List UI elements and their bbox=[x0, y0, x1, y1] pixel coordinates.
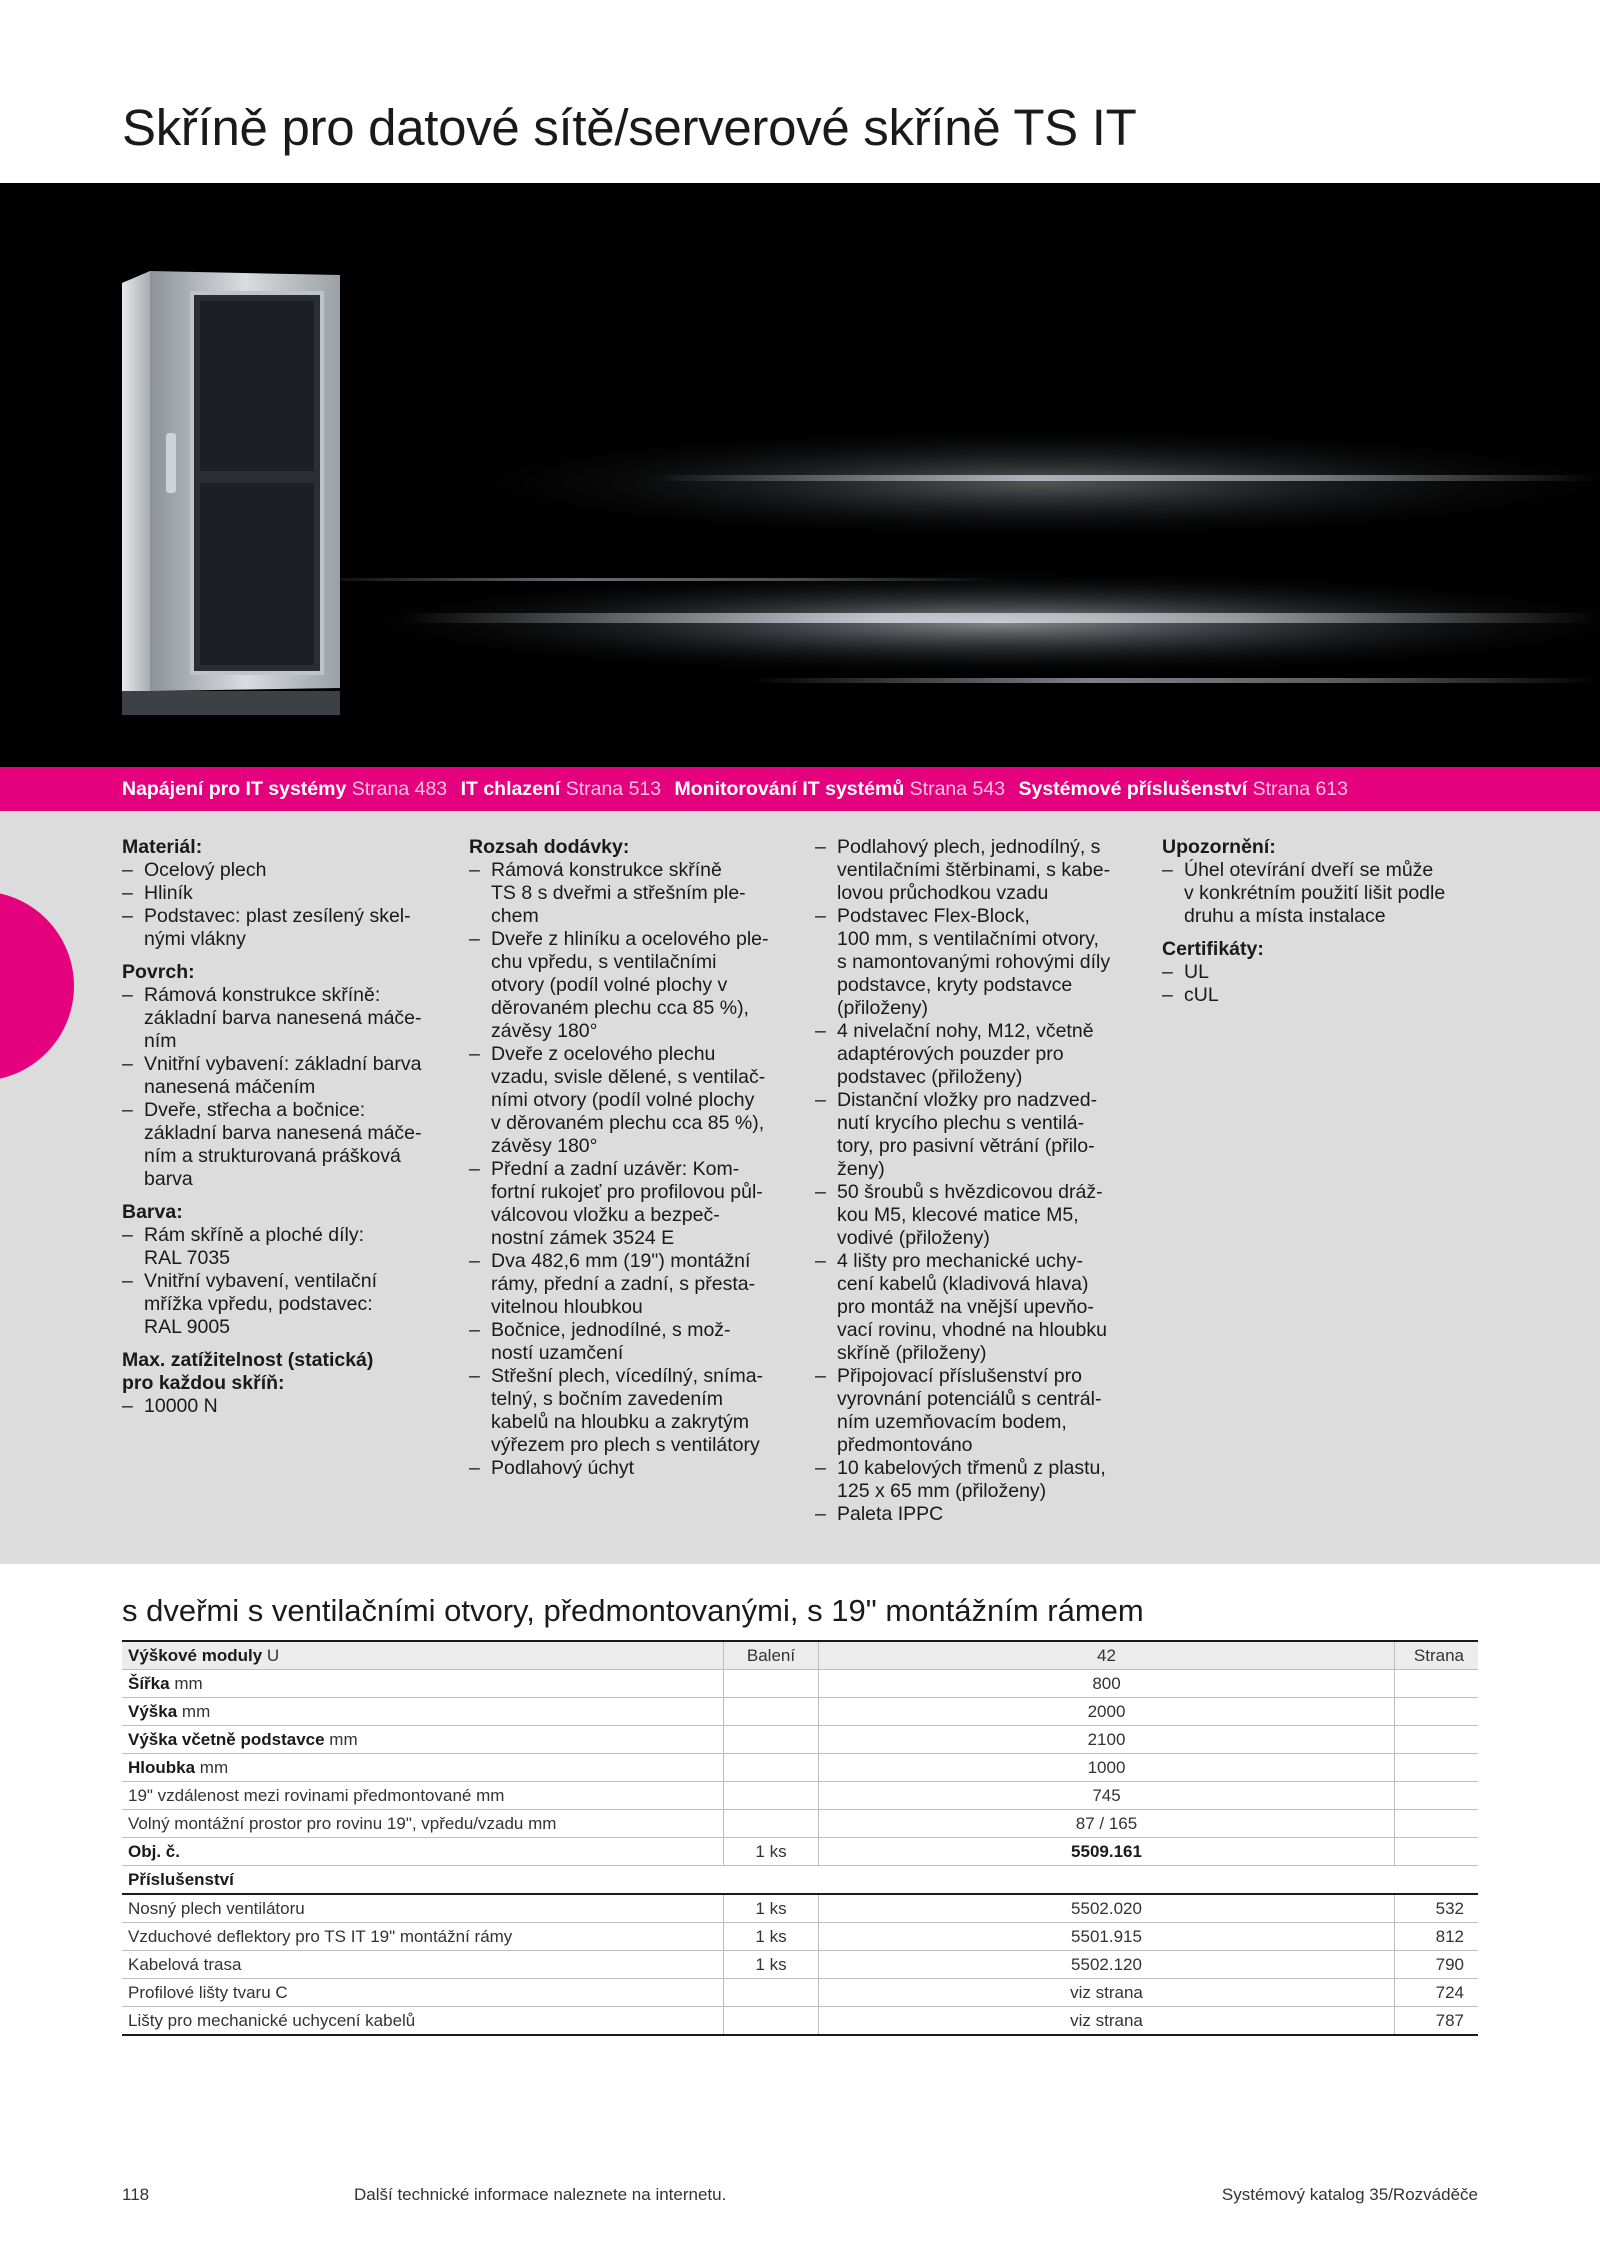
row-pack bbox=[724, 1810, 819, 1838]
accessories-heading: Příslušenství bbox=[122, 1866, 1478, 1895]
row-value: 87 / 165 bbox=[819, 1810, 1395, 1838]
list-item: – 4 nivelační nohy, M12, včetně adaptérových pouzder pro podstavec (přiloženy) bbox=[815, 1020, 1135, 1089]
row-label-unit: 19" vzdálenost mezi rovinami předmontované mm bbox=[128, 1785, 505, 1805]
accessory-page: 532 bbox=[1395, 1894, 1479, 1923]
notes-heading: Upozornění: bbox=[1162, 836, 1276, 858]
row-page: Strana bbox=[1395, 1641, 1479, 1670]
accessory-label: Vzduchové deflektory pro TS IT 19" montážní rámy bbox=[122, 1923, 724, 1951]
accessory-page: 724 bbox=[1395, 1979, 1479, 2007]
notes-list bbox=[1162, 859, 1502, 928]
footer-catalog: Systémový katalog 35/Rozváděče bbox=[1221, 2185, 1478, 2204]
row-pack bbox=[724, 1670, 819, 1698]
list-item: – Podstavec Flex-Block, 100 mm, s ventilačními otvory, s namontovanými rohovými díly podstavce, kryty podstavce (přiloženy) bbox=[815, 905, 1135, 1020]
accessory-pack bbox=[724, 2007, 819, 2036]
accessory-order-number: 5502.020 bbox=[819, 1894, 1395, 1923]
list-item: – Připojovací příslušenství pro vyrovnání potenciálů s centrál- ním uzemňovacím bodem, předmontováno bbox=[815, 1365, 1135, 1457]
row-page bbox=[1395, 1698, 1479, 1726]
nav-link-accessories[interactable]: Systémové příslušenství Strana 613 bbox=[1018, 778, 1348, 800]
accessory-order-number: viz strana bbox=[819, 1979, 1395, 2007]
table-row bbox=[122, 1641, 1478, 1670]
row-label-name: Šířka bbox=[128, 1673, 170, 1693]
list-item: – Vnitřní vybavení, ventilační mřížka vpředu, podstavec: RAL 9005 bbox=[122, 1270, 442, 1339]
list-item: – Podlahový úchyt bbox=[469, 1457, 789, 1480]
list-item: – Dveře z ocelového plechu vzadu, svisle dělené, s ventilač- ními otvory (podíl volné plochy v děrovaném plechu cca 85 %), závěsy 180° bbox=[469, 1043, 789, 1158]
table-row bbox=[122, 1754, 1478, 1782]
accessories-heading-row bbox=[122, 1866, 1478, 1895]
accessory-order-number: viz strana bbox=[819, 2007, 1395, 2036]
row-label-name: Obj. č. bbox=[128, 1841, 180, 1861]
row-label-unit: mm bbox=[199, 1757, 229, 1777]
row-label-unit: mm bbox=[181, 1701, 211, 1721]
row-label-unit: U bbox=[266, 1645, 280, 1665]
page-title: Skříně pro datové sítě/serverové skříně TS IT bbox=[122, 99, 1137, 156]
scope-list bbox=[469, 859, 789, 1480]
spec-column-4 bbox=[1162, 836, 1502, 1017]
accent-dot bbox=[0, 891, 74, 1081]
list-item: – 10 kabelových třmenů z plastu, 125 x 65 mm (přiloženy) bbox=[815, 1457, 1135, 1503]
row-value: 2000 bbox=[819, 1698, 1395, 1726]
cabinet-illustration bbox=[122, 271, 340, 715]
accessory-label: Kabelová trasa bbox=[122, 1951, 724, 1979]
row-value: 745 bbox=[819, 1782, 1395, 1810]
certs-heading: Certifikáty: bbox=[1162, 938, 1264, 960]
nav-link-monitoring[interactable]: Monitorování IT systémů Strana 543 bbox=[674, 778, 1006, 800]
table-row bbox=[122, 1698, 1478, 1726]
list-item: – Hliník bbox=[122, 882, 442, 905]
row-value: 5509.161 bbox=[819, 1838, 1395, 1866]
list-item: – Ocelový plech bbox=[122, 859, 442, 882]
accessory-order-number: 5501.915 bbox=[819, 1923, 1395, 1951]
list-item: – Rámová konstrukce skříně: základní barva nanesená máče- ním bbox=[122, 984, 442, 1053]
list-item: – Dva 482,6 mm (19") montážní rámy, přední a zadní, s přesta- vitelnou hloubkou bbox=[469, 1250, 789, 1319]
list-item: – Přední a zadní uzávěr: Kom- fortní rukojeť pro profilovou půl- válcovou vložku a bezpeč- nostní zámek 3524 E bbox=[469, 1158, 789, 1250]
cross-reference-bar bbox=[0, 767, 1600, 811]
list-item: – Podlahový plech, jednodílný, s ventilačními štěrbinami, s kabe- lovou průchodkou vzadu bbox=[815, 836, 1135, 905]
row-label bbox=[122, 1754, 724, 1782]
row-pack bbox=[724, 1698, 819, 1726]
load-list bbox=[122, 1395, 442, 1418]
accessory-pack: 1 ks bbox=[724, 1923, 819, 1951]
page-number: 118 bbox=[122, 2185, 150, 2204]
table-row bbox=[122, 1670, 1478, 1698]
scope-list-continued bbox=[815, 836, 1135, 1526]
accessory-label: Nosný plech ventilátoru bbox=[122, 1894, 724, 1923]
row-label bbox=[122, 1670, 724, 1698]
row-label-unit: mm bbox=[174, 1673, 203, 1693]
row-label bbox=[122, 1782, 724, 1810]
row-pack: Balení bbox=[724, 1641, 819, 1670]
list-item: – Rám skříně a ploché díly: RAL 7035 bbox=[122, 1224, 442, 1270]
spec-table bbox=[122, 1640, 1478, 2036]
list-item: – Distanční vložky pro nadzved- nutí krycího plechu s ventilá- tory, pro pasivní větrání (přilo- ženy) bbox=[815, 1089, 1135, 1181]
table-row bbox=[122, 1838, 1478, 1866]
table-row bbox=[122, 1810, 1478, 1838]
surface-list bbox=[122, 984, 442, 1191]
row-pack bbox=[724, 1726, 819, 1754]
row-pack bbox=[724, 1782, 819, 1810]
specifications-panel bbox=[0, 811, 1600, 1564]
row-page bbox=[1395, 1810, 1479, 1838]
spec-column-3 bbox=[815, 836, 1135, 1526]
accessory-pack: 1 ks bbox=[724, 1951, 819, 1979]
nav-link-cooling[interactable]: IT chlazení Strana 513 bbox=[460, 778, 662, 800]
list-item: – Úhel otevírání dveří se může v konkrétním použití lišit podle druhu a místa instalace bbox=[1162, 859, 1502, 928]
list-item: – cUL bbox=[1162, 984, 1502, 1007]
color-heading: Barva: bbox=[122, 1201, 183, 1223]
material-list bbox=[122, 859, 442, 951]
row-value: 800 bbox=[819, 1670, 1395, 1698]
color-list bbox=[122, 1224, 442, 1339]
footer-info: Další technické informace naleznete na internetu. bbox=[354, 2185, 727, 2204]
accessory-row bbox=[122, 1894, 1478, 1923]
table-row bbox=[122, 1782, 1478, 1810]
accessory-row bbox=[122, 1923, 1478, 1951]
row-label-name: Hloubka bbox=[128, 1757, 196, 1777]
list-item: – Střešní plech, vícedílný, sníma- telný, s bočním zavedením kabelů na hloubku a zakrytým výřezem pro plech s ventilátory bbox=[469, 1365, 789, 1457]
row-page bbox=[1395, 1726, 1479, 1754]
table-row bbox=[122, 1726, 1478, 1754]
row-pack: 1 ks bbox=[724, 1838, 819, 1866]
nav-link-power[interactable]: Napájení pro IT systémy Strana 483 bbox=[122, 778, 448, 800]
row-label-name: Výška bbox=[128, 1701, 178, 1721]
row-label-name: Výškové moduly bbox=[128, 1645, 263, 1665]
material-heading: Materiál: bbox=[122, 836, 203, 858]
list-item: – Dveře z hliníku a ocelového ple- chu vpředu, s ventilačními otvory (podíl volné plochy v děrovaném plechu cca 85 %), závěsy 180° bbox=[469, 928, 789, 1043]
row-page bbox=[1395, 1838, 1479, 1866]
accessory-row bbox=[122, 1979, 1478, 2007]
list-item: – UL bbox=[1162, 961, 1502, 984]
scope-heading: Rozsah dodávky: bbox=[469, 836, 630, 858]
hero-image bbox=[0, 183, 1600, 767]
row-value: 1000 bbox=[819, 1754, 1395, 1782]
accessory-row bbox=[122, 2007, 1478, 2036]
row-label-unit: mm bbox=[329, 1729, 358, 1749]
accessory-pack bbox=[724, 1979, 819, 2007]
certs-list bbox=[1162, 961, 1502, 1007]
list-item: – Dveře, střecha a bočnice: základní barva nanesená máče- ním a strukturovaná prášková barva bbox=[122, 1099, 442, 1191]
accessory-pack: 1 ks bbox=[724, 1894, 819, 1923]
row-page bbox=[1395, 1754, 1479, 1782]
row-label bbox=[122, 1810, 724, 1838]
list-item: – 10000 N bbox=[122, 1395, 442, 1418]
row-page bbox=[1395, 1670, 1479, 1698]
row-value: 42 bbox=[819, 1641, 1395, 1670]
spec-column-1 bbox=[122, 836, 442, 1428]
row-label-unit: Volný montážní prostor pro rovinu 19", vpředu/vzadu mm bbox=[128, 1813, 557, 1833]
accessory-row bbox=[122, 1951, 1478, 1979]
list-item: – Podstavec: plast zesílený skel- nými vlákny bbox=[122, 905, 442, 951]
section-title: s dveřmi s ventilačními otvory, předmontovanými, s 19" montážním rámem bbox=[122, 1593, 1144, 1628]
surface-heading: Povrch: bbox=[122, 961, 195, 983]
accessory-page: 787 bbox=[1395, 2007, 1479, 2036]
accessory-label: Lišty pro mechanické uchycení kabelů bbox=[122, 2007, 724, 2036]
list-item: – Rámová konstrukce skříně TS 8 s dveřmi a střešním ple- chem bbox=[469, 859, 789, 928]
row-label bbox=[122, 1641, 724, 1670]
list-item: – Bočnice, jednodílné, s mož- ností uzamčení bbox=[469, 1319, 789, 1365]
row-label-name: Výška včetně podstavce bbox=[128, 1729, 325, 1749]
list-item: – 4 lišty pro mechanické uchy- cení kabelů (kladivová hlava) pro montáž na vnější upevňo- vací rovinu, vhodné na hloubku skříně (přiloženy) bbox=[815, 1250, 1135, 1365]
accessory-label: Profilové lišty tvaru C bbox=[122, 1979, 724, 2007]
row-page bbox=[1395, 1782, 1479, 1810]
row-label bbox=[122, 1726, 724, 1754]
row-value: 2100 bbox=[819, 1726, 1395, 1754]
spec-column-2 bbox=[469, 836, 789, 1490]
row-pack bbox=[724, 1754, 819, 1782]
row-label bbox=[122, 1698, 724, 1726]
accessory-order-number: 5502.120 bbox=[819, 1951, 1395, 1979]
list-item: – Vnitřní vybavení: základní barva nanesená máčením bbox=[122, 1053, 442, 1099]
accessory-page: 790 bbox=[1395, 1951, 1479, 1979]
list-item: – Paleta IPPC bbox=[815, 1503, 1135, 1526]
load-heading: Max. zatížitelnost (statická) pro každou skříň: bbox=[122, 1349, 374, 1394]
row-label bbox=[122, 1838, 724, 1866]
accessory-page: 812 bbox=[1395, 1923, 1479, 1951]
list-item: – 50 šroubů s hvězdicovou dráž- kou M5, klecové matice M5, vodivé (přiloženy) bbox=[815, 1181, 1135, 1250]
